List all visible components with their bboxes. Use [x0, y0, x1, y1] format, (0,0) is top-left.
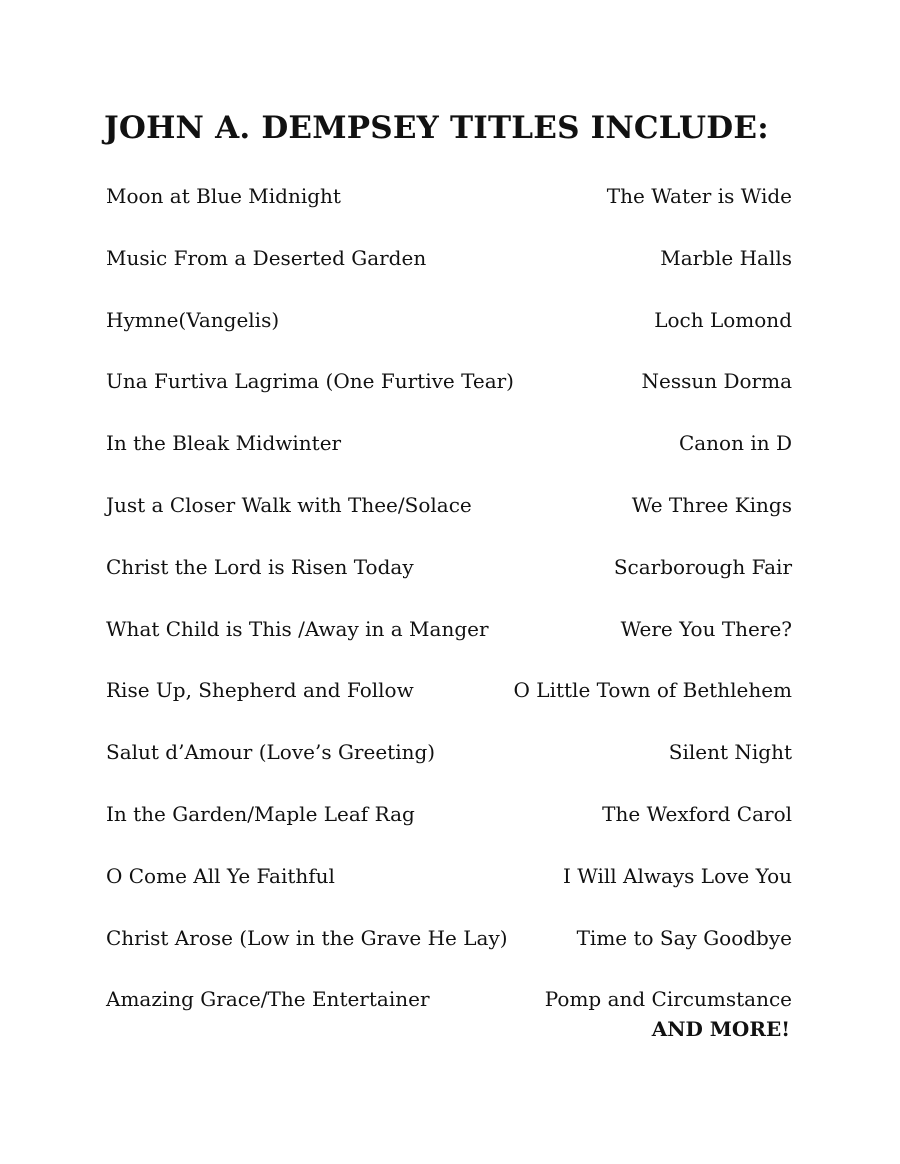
title-row	[106, 427, 792, 489]
right-title: Loch Lomond	[654, 307, 792, 332]
left-title: Music From a Deserted Garden	[106, 245, 427, 270]
right-title: Marble Halls	[660, 245, 792, 270]
left-title: Amazing Grace/The Entertainer	[106, 987, 430, 1012]
right-title: Scarborough Fair	[613, 554, 792, 579]
left-title: Salut d’Amour (Love’s Greeting)	[106, 740, 436, 765]
left-title: Just a Closer Walk with Thee/Solace	[106, 492, 472, 517]
right-title: Pomp and Circumstance	[544, 987, 792, 1012]
left-title: Christ the Lord is Risen Today	[106, 554, 414, 579]
title-row	[106, 180, 792, 242]
title-row	[106, 304, 792, 366]
left-title: In the Bleak Midwinter	[106, 431, 342, 456]
title-row	[106, 242, 792, 304]
left-title: Christ Arose (Low in the Grave He Lay)	[106, 925, 508, 950]
right-title: We Three Kings	[631, 492, 792, 517]
right-title: The Wexford Carol	[602, 801, 792, 826]
title-row	[106, 365, 792, 427]
title-row	[106, 551, 792, 613]
right-title: Nessun Dorma	[641, 369, 792, 394]
left-title: Una Furtiva Lagrima (One Furtive Tear)	[106, 369, 514, 394]
title-row	[106, 922, 792, 984]
title-row	[106, 736, 792, 798]
right-title: Time to Say Goodbye	[576, 925, 792, 950]
and-more-label: AND MORE!	[651, 1017, 790, 1041]
title-row	[106, 860, 792, 922]
right-title: Canon in D	[678, 431, 792, 456]
left-title: What Child is This /Away in a Manger	[106, 616, 489, 641]
right-title: The Water is Wide	[606, 184, 792, 208]
right-title: O Little Town of Bethlehem	[513, 678, 792, 703]
left-title: O Come All Ye Faithful	[106, 863, 335, 888]
page-heading: JOHN A. DEMPSEY TITLES INCLUDE:	[104, 110, 769, 146]
titles-list	[106, 180, 792, 1045]
title-row	[106, 489, 792, 551]
right-title: Were You There?	[620, 616, 792, 641]
left-title: Moon at Blue Midnight	[106, 184, 341, 208]
title-row	[106, 674, 792, 736]
right-title: I Will Always Love You	[562, 863, 792, 888]
left-title: In the Garden/Maple Leaf Rag	[106, 801, 415, 826]
left-title: Rise Up, Shepherd and Follow	[106, 678, 414, 703]
right-title: Silent Night	[668, 740, 792, 765]
title-row	[106, 798, 792, 860]
title-row	[106, 613, 792, 675]
left-title: Hymne(Vangelis)	[106, 307, 280, 332]
